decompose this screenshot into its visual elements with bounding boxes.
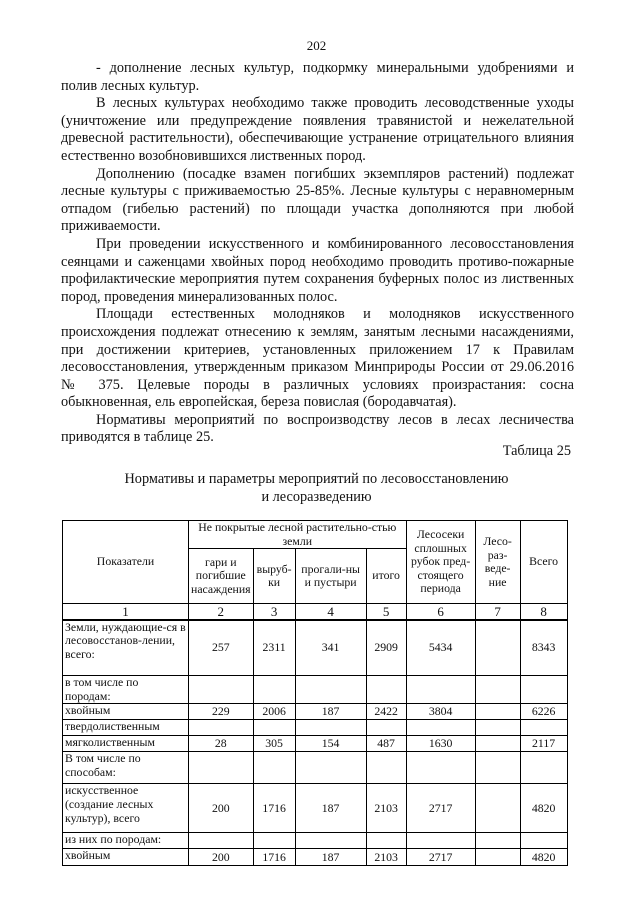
table-cell [189,720,254,736]
table-cell: 3804 [406,704,475,720]
table-cell [475,704,520,720]
table-cell: 200 [189,784,254,833]
table-cell: 8343 [520,620,567,676]
table-body [63,620,568,866]
table-cell: 4820 [520,849,567,866]
row-label: хвойным [63,704,189,720]
row-label: искусственное (создание лесных культур), всего [63,784,189,833]
table-cell [475,720,520,736]
table-cell [475,620,520,676]
header-clearcuts: Лесосеки сплошных рубок пред-стоящего периода [406,521,475,604]
column-number: 8 [520,604,567,620]
table-cell: 2117 [520,736,567,752]
paragraph: Нормативы мероприятий по воспроизводству лесов в лесах лесничества приводятся в таблице 25. [61,411,574,446]
table-cell [189,676,254,704]
table-cell: 187 [295,704,366,720]
table-cell [520,676,567,704]
row-label: твердолиственным [63,720,189,736]
table-cell [253,752,295,784]
header-total: Всего [520,521,567,604]
table-cell: 2103 [366,849,406,866]
table-cell [366,752,406,784]
table-cell [520,752,567,784]
paragraph: При проведении искусственного и комбинированного лесовосстановления сеянцами и саженцами хвойных пород необходимо проводить противо-пожарные профилактические мероприятия путем сохранения буферных полос из лиственных пород, проведения минерализованных полос. [61,235,574,305]
table-cell: 187 [295,849,366,866]
table-cell: 187 [295,784,366,833]
table-cell [475,752,520,784]
table-cell [475,784,520,833]
table-cell: 2311 [253,620,295,676]
table-row [63,784,568,833]
table-cell: 487 [366,736,406,752]
table-cell [295,676,366,704]
table-label: Таблица 25 [502,443,571,459]
header-non-forested-group: Не покрытые лесной растительно-стью земли [189,521,407,549]
table-cell: 2006 [253,704,295,720]
column-number: 6 [406,604,475,620]
table-cell: 2909 [366,620,406,676]
table-cell [520,720,567,736]
table-cell: 1630 [406,736,475,752]
paragraph: Дополнению (посадке взамен погибших экземпляров растений) подлежат лесные культуры с приживаемостью 25-85%. Лесные культуры с неравномерным отпадом (гибелью растений) по площади участка дополняются при любой приживаемости. [61,165,574,235]
paragraph: Площади естественных молодняков и молодняков искусственного происхождения подлежат отнесению к землям, занятым лесными насаждениями, при достижении критериев, установленных приложением 17 к Правилам лесовосстановления, утвержденным приказом Минприроды России от 29.06.2016 № 375. Целевые породы в различных условиях произрастания: сосна обыкновенная, ель европейская, береза повислая (бородавчатая). [61,306,574,411]
table-title [60,471,573,506]
column-number: 5 [366,604,406,620]
column-number: 2 [189,604,254,620]
table-row [63,736,568,752]
table-cell [406,676,475,704]
standards-table [62,520,568,866]
table-cell [253,676,295,704]
table-row [63,849,568,866]
table-cell [406,752,475,784]
column-number: 7 [475,604,520,620]
table-cell [366,676,406,704]
header-subtotal: итого [366,549,406,604]
column-number: 3 [253,604,295,620]
table-cell [406,833,475,849]
table-cell: 2717 [406,784,475,833]
table-cell: 341 [295,620,366,676]
header-clearings: выруб-ки [253,549,295,604]
table-title-line: Нормативы и параметры мероприятий по лесовосстановлению [124,471,509,487]
table-cell: 305 [253,736,295,752]
table-cell: 257 [189,620,254,676]
table-cell [295,833,366,849]
table-row [63,676,568,704]
header-indicators: Показатели [63,521,189,604]
row-label: В том числе по способам: [63,752,189,784]
table-cell: 2103 [366,784,406,833]
table-row [63,752,568,784]
table-cell [366,833,406,849]
table-row [63,833,568,849]
table-cell: 154 [295,736,366,752]
table-cell [475,736,520,752]
table-cell: 5434 [406,620,475,676]
row-label: хвойным [63,849,189,866]
table-cell: 28 [189,736,254,752]
table-cell: 1716 [253,784,295,833]
header-burned: гари и погибшие насаждения [189,549,254,604]
row-label: из них по породам: [63,833,189,849]
table-cell [475,833,520,849]
row-label: мягколиственным [63,736,189,752]
table-row [63,620,568,676]
column-number: 4 [295,604,366,620]
table-cell [253,833,295,849]
table-cell [253,720,295,736]
table-cell: 6226 [520,704,567,720]
header-afforestation: Лесо-раз-веде-ние [475,521,520,604]
paragraph: В лесных культурах необходимо также проводить лесоводственные уходы (уничтожение или предупреждение появления травянистой и нежелательной древесной растительности), обеспечивающие устранение отрицательного влияния естественно возобновившихся лиственных пород. [61,95,574,164]
header-glades: прогали-ны и пустыри [295,549,366,604]
table-title-line: и лесоразведению [261,488,372,505]
table-cell: 229 [189,704,254,720]
table-cell [475,676,520,704]
table-cell: 1716 [253,849,295,866]
table-cell [189,833,254,849]
table-cell: 4820 [520,784,567,833]
row-label: Земли, нуждающие-ся в лесовосстанов-лении, всего: [63,620,189,676]
page-number: 202 [306,38,327,53]
body-text [61,60,574,447]
table-cell [189,752,254,784]
table-cell [295,720,366,736]
paragraph: - дополнение лесных культур, подкормку минеральными удобрениями и полив лесных культур. [61,60,574,94]
row-label: в том числе по породам: [63,676,189,704]
table-cell [520,833,567,849]
table-cell [366,720,406,736]
table-row [63,704,568,720]
table-cell [475,849,520,866]
table-cell [406,720,475,736]
table-cell: 2717 [406,849,475,866]
table-cell: 2422 [366,704,406,720]
column-number: 1 [63,604,189,620]
table-cell [295,752,366,784]
table-cell: 200 [189,849,254,866]
table-row [63,720,568,736]
